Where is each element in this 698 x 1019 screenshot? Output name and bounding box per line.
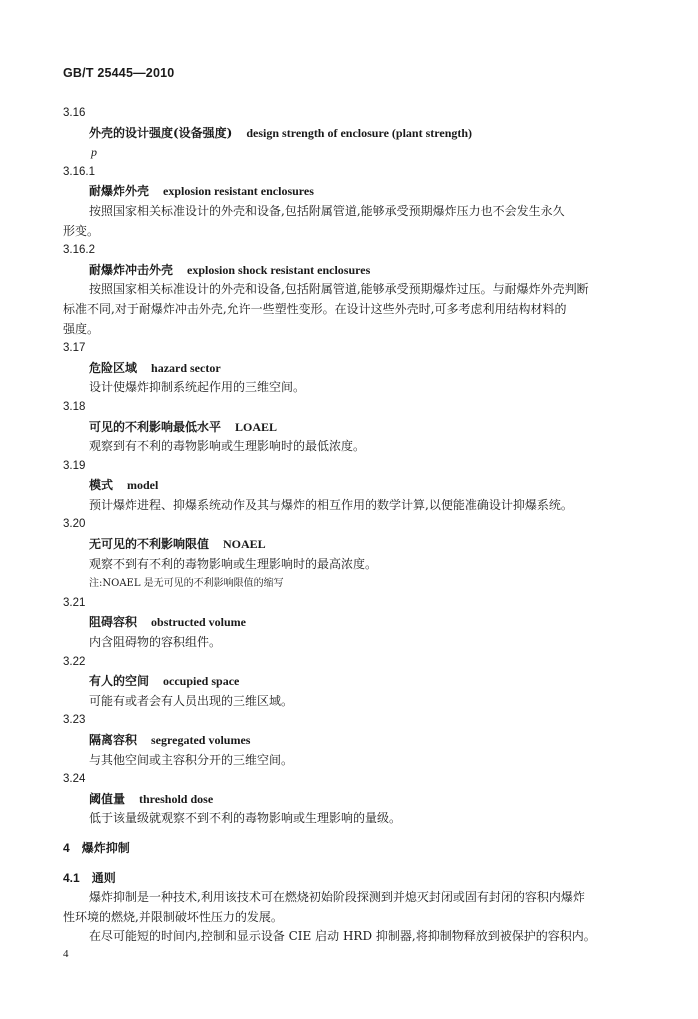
term-symbol: p: [91, 145, 97, 160]
definition-line: 内含阻碍物的容积组件。: [89, 635, 222, 650]
term-en: obstructed volume: [151, 615, 247, 630]
term-zh: 隔离容积: [89, 733, 138, 747]
definition-line: 设计使爆炸抑制系统起作用的三维空间。: [89, 380, 306, 395]
subsection-title: 通则: [91, 870, 116, 885]
clause-number: 3.24: [63, 773, 86, 786]
term-zh: 可见的不利影响最低水平: [89, 419, 222, 434]
definition-line: 形变。: [63, 223, 100, 238]
definition-line: 观察不到有不利的毒物影响或生理影响时的最高浓度。: [89, 556, 378, 571]
term-zh: 阈值量: [89, 791, 126, 806]
term-en: LOAEL: [235, 419, 278, 434]
document-content: [63, 104, 643, 947]
definition-line: 标准不同,对于耐爆炸冲击外壳,允许一些塑性变形。在设计这些外壳时,可多考虑利用结构材料的: [63, 301, 567, 316]
definition-line: 与其他空间或主容积分开的三维空间。: [89, 752, 294, 767]
term-title: [63, 613, 643, 633]
clause-number: 3.16: [63, 107, 86, 119]
term-en: explosion resistant enclosures: [163, 184, 314, 199]
term-en: occupied space: [163, 674, 240, 689]
term-en: model: [127, 478, 159, 493]
page-number: 4: [63, 948, 69, 960]
clause-number: 3.22: [63, 655, 86, 668]
paragraph-line: 在尽可能短的时间内,控制和显示设备 CIE 启动 HRD 抑制器,将抑制物释放到被保护的容积内。: [89, 929, 596, 944]
term-en: NOAEL: [223, 537, 266, 552]
standard-code-header: GB/T 25445—2010: [63, 66, 175, 80]
term-en: design strength of enclosure (plant strength): [246, 125, 473, 140]
term-zh: 无可见的不利影响限值: [89, 537, 210, 552]
term-title: [63, 182, 643, 202]
clause-number: 3.21: [63, 596, 86, 609]
term-title: [63, 535, 643, 555]
term-en: threshold dose: [139, 791, 214, 806]
section-title: 爆炸抑制: [81, 840, 130, 855]
clause-number: 3.18: [63, 400, 86, 413]
term-zh: 耐爆炸外壳: [89, 184, 150, 199]
term-en: hazard sector: [151, 360, 221, 375]
term-zh: 危险区域: [89, 360, 138, 375]
term-zh: 模式: [89, 478, 114, 493]
term-title: [63, 476, 643, 496]
term-en: segregated volumes: [151, 733, 251, 747]
definition-line: 预计爆炸进程、抑爆系统动作及其与爆炸的相互作用的数学计算,以便能准确设计抑爆系统。: [89, 497, 573, 512]
paragraph-line: 爆炸抑制是一种技术,利用该技术可在燃烧初始阶段探测到并熄灭封闭或固有封闭的容积内爆炸: [89, 890, 585, 905]
term-title: [63, 418, 643, 438]
term-title: [63, 124, 643, 144]
definition-line: 强度。: [63, 321, 100, 336]
subsection-heading: [63, 869, 643, 889]
term-title: [63, 359, 643, 379]
term-zh: 耐爆炸冲击外壳: [89, 262, 174, 277]
definition-line: 可能有或者会有人员出现的三维区域。: [89, 693, 294, 708]
definition-note: 注:NOAEL 是无可见的不利影响限值的缩写: [89, 578, 284, 590]
definition-line: 低于该量级就观察不到不利的毒物影响或生理影响的量级。: [89, 811, 402, 826]
term-title: [63, 790, 643, 810]
definition-line: 按照国家相关标准设计的外壳和设备,包括附属管道,能够承受预期爆炸过压。与耐爆炸外壳判断: [89, 282, 589, 297]
clause-number: 3.16.2: [63, 244, 95, 257]
definition-line: 观察到有不利的毒物影响或生理影响时的最低浓度。: [89, 439, 366, 454]
term-en: explosion shock resistant enclosures: [187, 262, 371, 277]
term-title: [63, 672, 643, 692]
term-zh: 外壳的设计强度(设备强度): [89, 125, 233, 140]
clause-number: 3.17: [63, 342, 86, 355]
term-title: [63, 261, 643, 281]
section-number: 4: [63, 840, 70, 855]
subsection-number: 4.1: [63, 870, 80, 885]
section-heading: [63, 839, 643, 859]
paragraph-line: 性环境的燃烧,并限制破坏性压力的发展。: [63, 909, 283, 924]
clause-number: 3.20: [63, 518, 86, 531]
term-zh: 阻碍容积: [89, 615, 138, 630]
term-title: [63, 731, 643, 751]
clause-number: 3.16.1: [63, 165, 95, 178]
clause-number: 3.19: [63, 459, 86, 472]
term-zh: 有人的空间: [89, 674, 150, 689]
definition-line: 按照国家相关标准设计的外壳和设备,包括附属管道,能够承受预期爆炸压力也不会发生永久: [89, 203, 565, 218]
clause-number: 3.23: [63, 714, 86, 727]
